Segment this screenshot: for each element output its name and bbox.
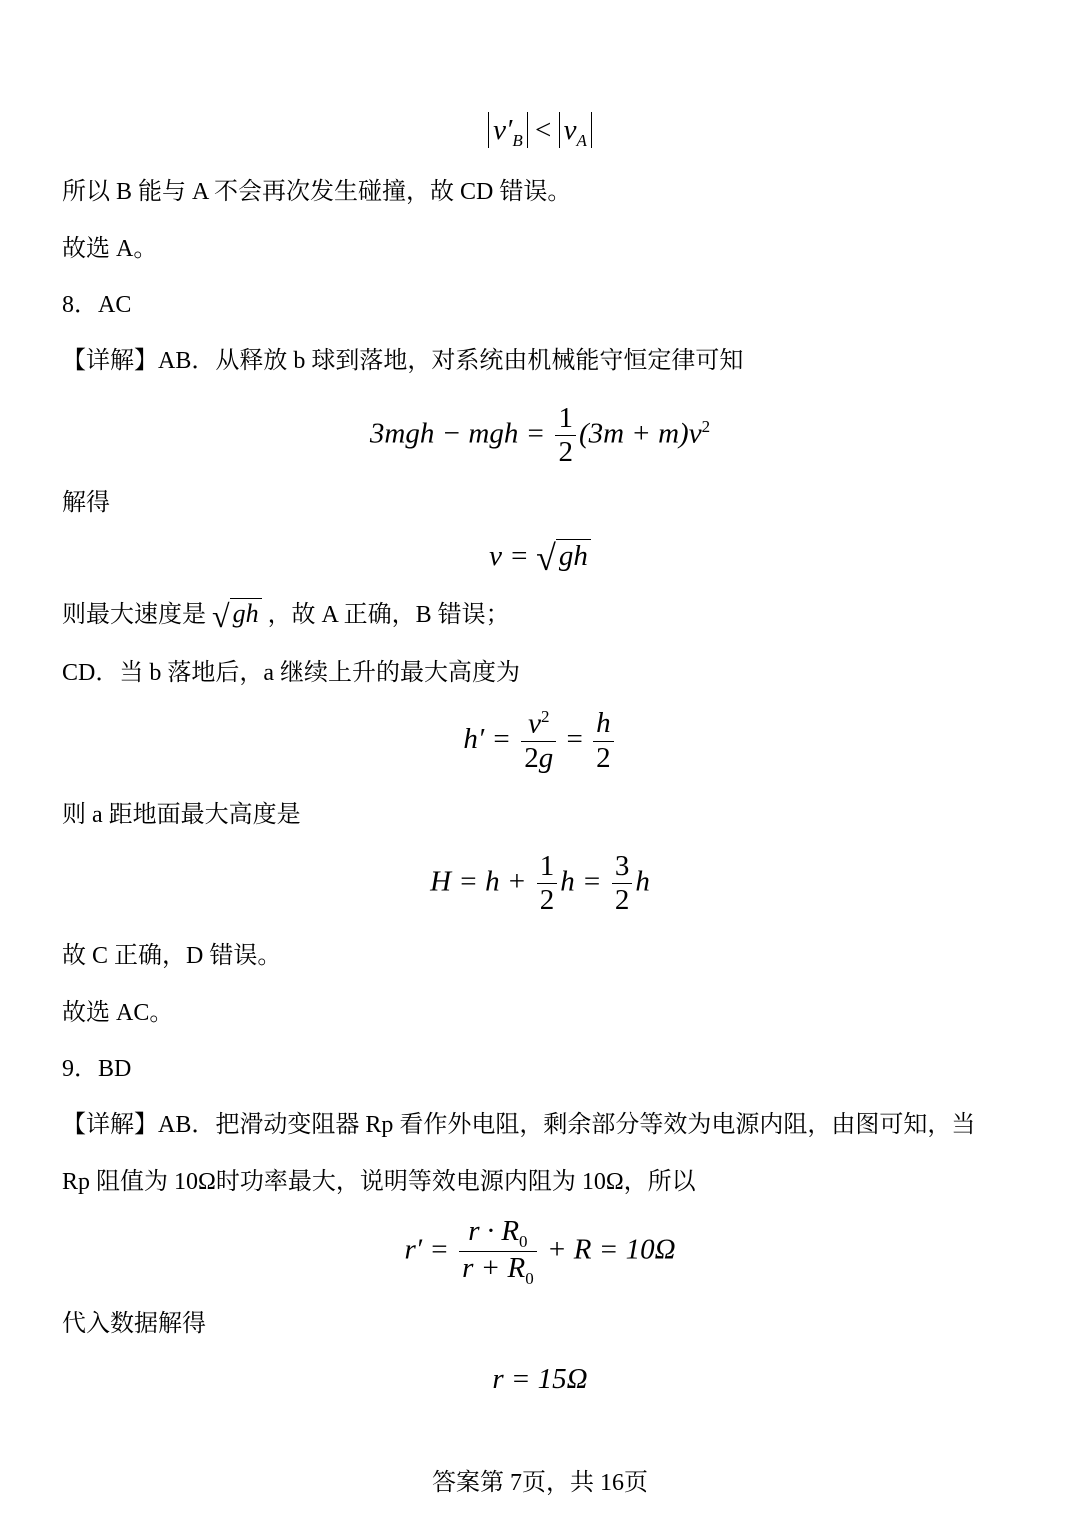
text-no-collision: 所以 B 能与 A 不会再次发生碰撞，故 CD 错误。 [62,179,572,205]
question-9-detail-line1: 【详解】AB．把滑动变阻器 Rp 看作外电阻，剩余部分等效为电源内阻，由图可知，当 [62,1112,976,1138]
equation-h-prime: h′ = $\frac{v^2}{2g}$ = $\frac{h}{2}$ [0,707,1080,775]
question-8-detail: 【详解】AB．从释放 b 球到落地，对系统由机械能守恒定律可知 [62,348,744,374]
equation-r-prime: r′ = $\frac{r \cdot R_0}{r + R_0}$ + R = 10Ω [404,1215,676,1289]
text-select-ac: 故选 AC。 [62,1000,174,1026]
equation-energy-conservation: 3mgh − mgh = $\frac{1}{2}$ $(3m + m)v^2$ [369,402,711,469]
question-9-header: 9．BD [62,1056,132,1082]
equation-abs-velocity: $v'_B < v_A$ [0,116,1080,149]
text-select-a: 故选 A。 [62,236,158,262]
text-max-velocity: 则最大速度是 √ gh ，故 A 正确，B 错误； [62,598,510,634]
equation-max-height: H = h + $\frac{1}{2}$ h = $\frac{3}{2}$ h [430,850,650,917]
text-cd-height: CD．当 b 落地后，a 继续上升的最大高度为 [62,660,520,686]
text-a-max-height: 则 a 距地面最大高度是 [62,802,301,828]
page-footer: 答案第 7页，共 16页 [432,1470,648,1496]
text-substitute: 代入数据解得 [62,1311,206,1337]
question-8-header: 8．AC [62,292,132,318]
equation-velocity: v = √ gh [0,540,1080,576]
question-9-detail-line2: Rp 阻值为 10Ω时功率最大，说明等效电源内阻为 10Ω，所以 [62,1169,696,1195]
text-solve: 解得 [62,490,110,516]
text-c-correct: 故 C 正确，D 错误。 [62,943,282,969]
equation-r-result: r = 15Ω [492,1363,588,1395]
